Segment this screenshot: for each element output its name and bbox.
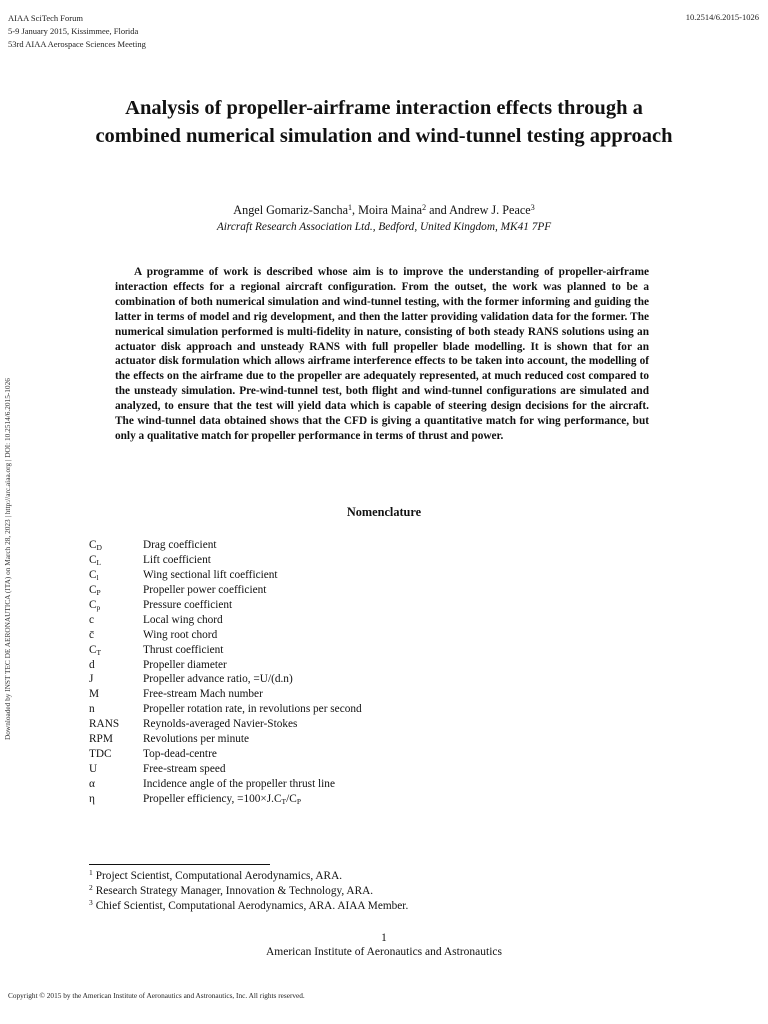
symbol-subscript: P: [96, 587, 101, 597]
nomenclature-symbol: [89, 598, 143, 613]
nomenclature-definition: [143, 553, 589, 568]
nomenclature-definition: [143, 792, 589, 807]
nomenclature-definition: [143, 747, 589, 762]
copyright-notice: Copyright © 2015 by the American Institute of Aeronautics and Astronautics, Inc. All rights reserved.: [8, 991, 305, 1000]
definition-text: /C: [286, 792, 297, 805]
meeting-name: 53rd AIAA Aerospace Sciences Meeting: [8, 39, 146, 49]
symbol-base: TDC: [89, 748, 112, 761]
nomenclature-row: [89, 747, 589, 762]
nomenclature-row: [89, 538, 589, 553]
nomenclature-row: [89, 687, 589, 702]
organization-footer: American Institute of Aeronautics and Astronautics: [265, 946, 502, 958]
symbol-base: RPM: [89, 733, 113, 746]
symbol-base: C: [89, 568, 97, 581]
nomenclature-symbol: [89, 732, 143, 747]
symbol-base: η: [89, 792, 95, 805]
footnote-mark: 1: [89, 868, 93, 877]
nomenclature-definition: [143, 732, 589, 747]
symbol-subscript: L: [96, 557, 102, 567]
footnote-mark: 2: [89, 883, 93, 892]
nomenclature-symbol: [89, 777, 143, 792]
nomenclature-symbol: [89, 613, 143, 628]
definition-text: Pressure coefficient: [143, 598, 233, 611]
definition-text: Top-dead-centre: [143, 748, 217, 761]
page-number: 1: [381, 932, 387, 944]
nomenclature-row: [89, 672, 589, 687]
author-separator: and: [426, 203, 450, 217]
footnote: [89, 884, 408, 899]
definition-text: Drag coefficient: [143, 539, 217, 551]
nomenclature-definition: [143, 568, 589, 583]
nomenclature-symbol: [89, 792, 143, 807]
nomenclature-definition: [143, 628, 589, 643]
nomenclature-definition: [143, 702, 589, 717]
footnote: [89, 899, 408, 914]
nomenclature-row: [89, 732, 589, 747]
symbol-base: M: [89, 688, 100, 701]
definition-subscript: T: [281, 796, 287, 806]
nomenclature-row: [89, 792, 589, 807]
nomenclature-definition: [143, 658, 589, 673]
symbol-base: c: [89, 613, 95, 626]
nomenclature-symbol: [89, 702, 143, 717]
definition-text: Propeller diameter: [143, 658, 227, 671]
conference-dates: 5-9 January 2015, Kissimmee, Florida: [8, 26, 139, 36]
nomenclature-definition: [143, 672, 589, 687]
footnote-mark: 3: [89, 898, 93, 907]
nomenclature-symbol: [89, 568, 143, 583]
nomenclature-symbol: [89, 717, 143, 732]
affiliation: Aircraft Research Association Ltd., Bedford, United Kingdom, MK41 7PF: [216, 221, 552, 233]
footnote: [89, 869, 408, 884]
doi-label: 10.2514/6.2015-1026: [685, 12, 759, 22]
nomenclature-definition: [143, 762, 589, 777]
definition-text: Wing sectional lift coefficient: [143, 568, 278, 581]
author-name: Andrew J. Peace: [449, 203, 531, 217]
symbol-subscript: l: [96, 572, 99, 582]
nomenclature-symbol: [89, 762, 143, 777]
conference-header: [8, 12, 146, 51]
author-name: Angel Gomariz-Sancha: [233, 203, 349, 217]
nomenclature-row: [89, 702, 589, 717]
symbol-base: C: [89, 539, 97, 551]
conference-name: AIAA SciTech Forum: [8, 13, 83, 23]
author-footnote-mark: 2: [422, 203, 427, 212]
nomenclature-symbol: [89, 628, 143, 643]
symbol-base: α: [89, 778, 95, 790]
symbol-base: c̄: [89, 628, 95, 641]
nomenclature-row: [89, 777, 589, 792]
definition-text: Local wing chord: [143, 613, 223, 626]
nomenclature-row: [89, 598, 589, 613]
definition-text: Revolutions per minute: [143, 733, 250, 746]
definition-text: Propeller rotation rate, in revolutions per second: [143, 703, 362, 716]
nomenclature-row: [89, 628, 589, 643]
author-footnote-mark: 1: [348, 203, 353, 212]
nomenclature-definition: [143, 598, 589, 613]
nomenclature-row: [89, 553, 589, 568]
nomenclature-symbol: [89, 672, 143, 687]
definition-text: Lift coefficient: [143, 553, 211, 566]
definition-text: Propeller power coefficient: [143, 583, 267, 596]
paper-title: Analysis of propeller-airframe interaction effects through a combined numerical simulation and wind-tunnel testing approach: [95, 97, 673, 147]
footnote-text: Project Scientist, Computational Aerodynamics, ARA.: [95, 870, 343, 882]
nomenclature-row: [89, 762, 589, 777]
download-watermark: Downloaded by INST TEC DE AERONAUTICA (ITA) on March 28, 2023 | http://arc.aiaa.org | DOI: 10.2514/6.2015-1026: [3, 378, 12, 740]
author-list: [0, 203, 768, 218]
symbol-subscript: D: [96, 543, 102, 552]
symbol-base: C: [89, 583, 97, 596]
nomenclature-definition: [143, 613, 589, 628]
symbol-base: C: [89, 553, 97, 566]
nomenclature-row: [89, 613, 589, 628]
nomenclature-symbol: [89, 643, 143, 658]
definition-text: Thrust coefficient: [143, 643, 224, 656]
nomenclature-symbol: [89, 687, 143, 702]
nomenclature-symbol: [89, 583, 143, 598]
nomenclature-heading: Nomenclature: [346, 505, 422, 519]
symbol-base: C: [89, 643, 97, 656]
nomenclature-symbol: [89, 658, 143, 673]
author-separator: ,: [352, 203, 359, 217]
symbol-base: J: [89, 673, 94, 686]
definition-text: Reynolds-averaged Navier-Stokes: [143, 718, 298, 731]
nomenclature-definition: [143, 777, 589, 792]
nomenclature-row: [89, 568, 589, 583]
symbol-subscript: p: [96, 602, 101, 612]
author-footnote-mark: 3: [530, 203, 535, 212]
definition-text: Propeller efficiency, =100×J.C: [143, 792, 282, 805]
footnote-divider: [89, 864, 270, 865]
nomenclature-definition: [143, 717, 589, 732]
symbol-base: d: [89, 658, 95, 671]
nomenclature-symbol: [89, 553, 143, 568]
nomenclature-symbol: [89, 747, 143, 762]
nomenclature-definition: [143, 583, 589, 598]
nomenclature-row: [89, 717, 589, 732]
nomenclature-definition: [143, 643, 589, 658]
symbol-base: U: [89, 763, 98, 776]
definition-subscript: P: [296, 796, 301, 806]
symbol-base: C: [89, 598, 97, 611]
footnote-text: Chief Scientist, Computational Aerodynamics, ARA. AIAA Member.: [95, 900, 409, 912]
abstract: A programme of work is described whose aim is to improve the understanding of propeller-airframe interaction effects for a regional aircraft configuration. From the outset, the work was planned to be a combination of both numerical simulation and wind-tunnel testing, with the former informing and guiding the latter in terms of model and rig development, and then the latter providing validation data for the former. The numerical simulation performed is multi-fidelity in nature, consisting of both steady RANS solutions using an actuator disk approach and unsteady RANS with full propeller blade modelling. It is shown that for an actuator disk formulation which allows airframe interference effects to be taken into account, the modelling of the effects on the airframe due to the propeller are adequately represented, at much reduced cost compared to the unsteady simulation. Pre-wind-tunnel test, both flight and wind-tunnel configurations are simulated and analyzed, to ensure that the test will yield data which is capable of steering design decisions for the aircraft. The wind-tunnel data obtained shows that the CFD is giving a quantitative match for wing performance, but only a qualitative match for propeller performance in terms of thrust and power.: [115, 266, 649, 442]
symbol-subscript: T: [96, 647, 102, 657]
definition-text: Propeller advance ratio, =U/(d.n): [143, 673, 293, 686]
definition-text: Free-stream speed: [143, 763, 226, 776]
definition-text: Incidence angle of the propeller thrust line: [143, 778, 335, 790]
symbol-base: n: [89, 703, 95, 716]
symbol-base: RANS: [89, 718, 120, 731]
nomenclature-row: [89, 583, 589, 598]
author-name: Moira Maina: [358, 203, 423, 217]
footnotes: [89, 869, 408, 914]
footnote-text: Research Strategy Manager, Innovation & Technology, ARA.: [95, 885, 374, 897]
nomenclature-symbol: [89, 538, 143, 553]
nomenclature-definition: [143, 538, 589, 553]
definition-text: Free-stream Mach number: [143, 688, 263, 701]
nomenclature-row: [89, 643, 589, 658]
nomenclature-list: [89, 538, 589, 807]
nomenclature-row: [89, 658, 589, 673]
definition-text: Wing root chord: [143, 628, 218, 641]
nomenclature-definition: [143, 687, 589, 702]
